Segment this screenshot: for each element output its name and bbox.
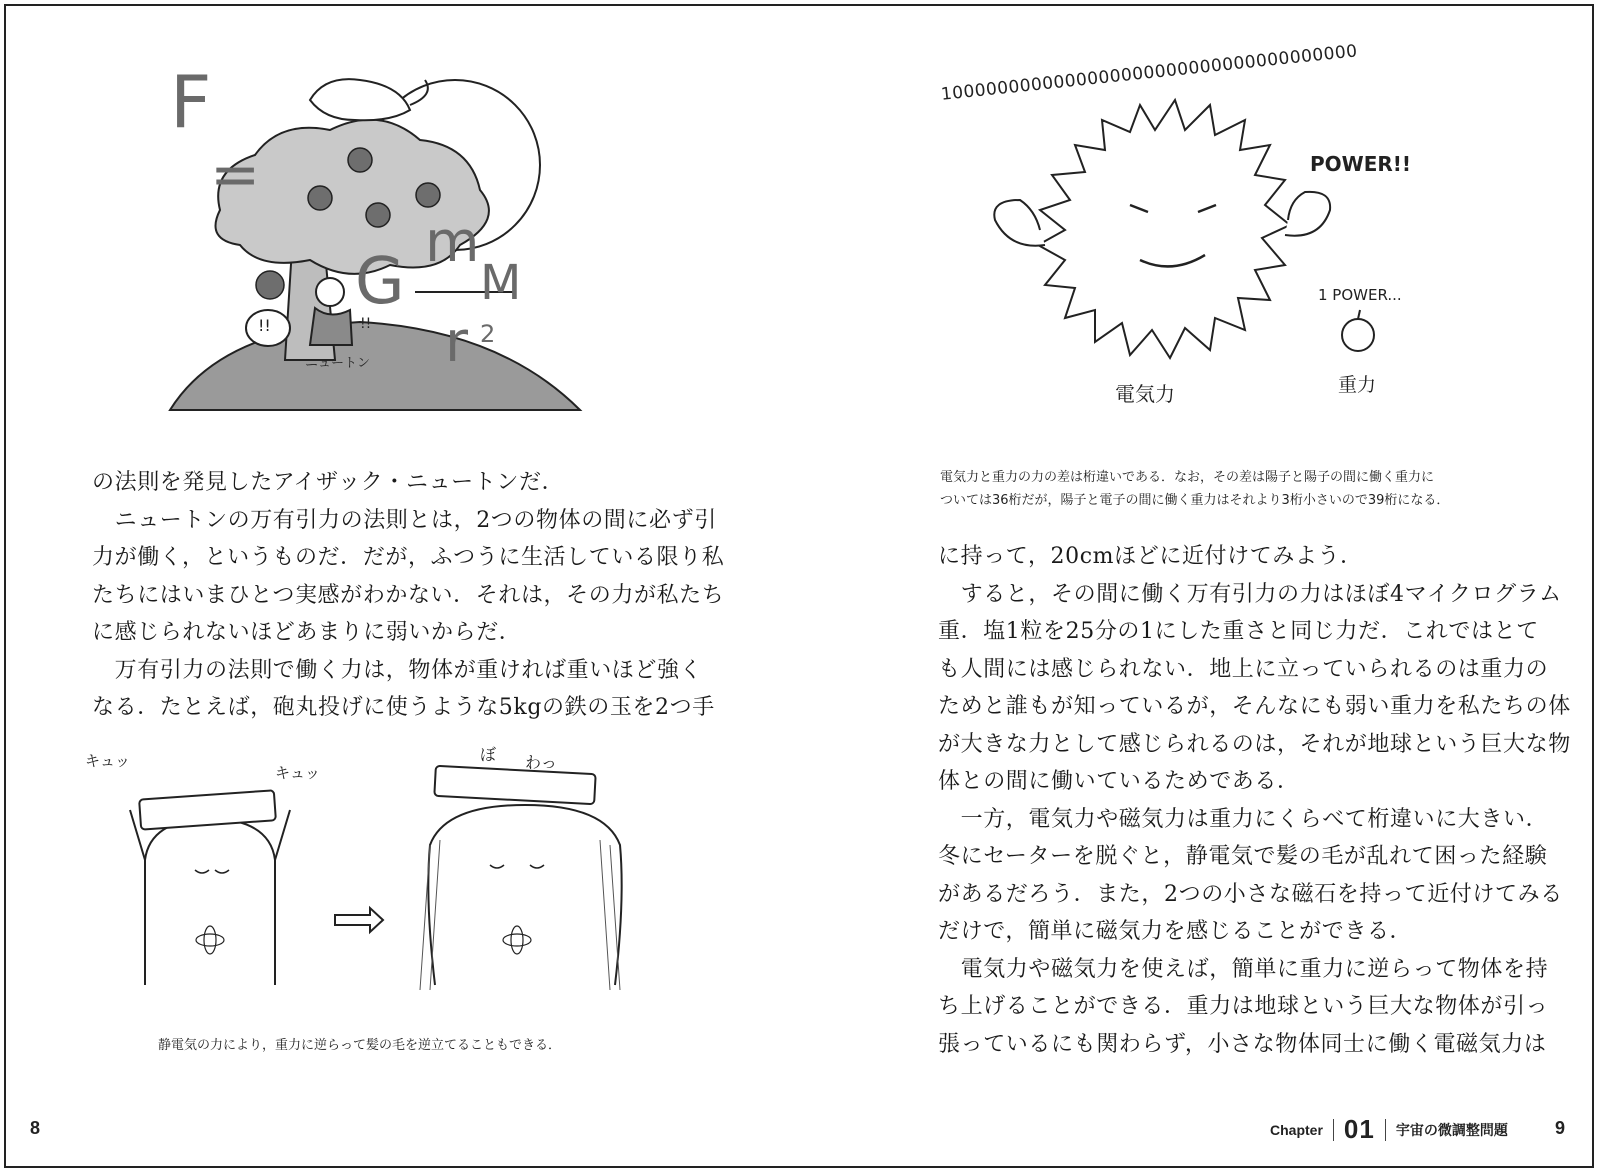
formula-squared: 2: [480, 320, 496, 348]
static-hair-illustration: [85, 745, 645, 1000]
page-number-left: 8: [30, 1118, 41, 1138]
body-line: ち上げることができる．重力は地球という巨大な物体が引っ: [938, 994, 1549, 1019]
body-line: ニュートンの万有引力の法則とは，2つの物体の間に必ず引: [92, 507, 717, 533]
sun-drawing: [940, 60, 1460, 420]
body-line: 力が働く，というものだ．だが，ふつうに生活している限り私: [92, 545, 725, 570]
body-line: ためと誰もが知っているが，そんなにも弱い重力を私たちの体: [938, 694, 1571, 719]
page-number-right: 9: [1555, 1118, 1566, 1138]
body-line: が大きな力として感じられるのは，それが地球という巨大な物: [938, 731, 1571, 757]
apple-2: [308, 186, 332, 210]
formula-M: M: [480, 255, 522, 311]
gravity-label: 重力: [1338, 374, 1377, 396]
body-line: 張っているにも関わらず，小さな物体同士に働く電磁気力は: [938, 1031, 1547, 1057]
apple-4: [366, 203, 390, 227]
chapter-number: 01: [1343, 1114, 1375, 1144]
body-line: の法則を発見したアイザック・ニュートンだ．: [92, 470, 565, 495]
sfx-right-2: わっ: [525, 753, 557, 772]
caption-line: 電気力と重力の力の差は桁違いである．なお，その差は陽子と陽子の間に働く重力に: [940, 470, 1435, 485]
left-cloth: [139, 790, 276, 829]
right-page: [800, 0, 1600, 1174]
left-body-text: [92, 464, 724, 727]
left-caption: 静電気の力により，重力に逆らって髪の毛を逆立てることもできる．: [158, 1038, 562, 1053]
chapter-label: Chapter: [1270, 1121, 1323, 1138]
body-line: に持って，20cmほどに近付けてみよう．: [938, 544, 1363, 569]
static-hair-drawing: [85, 750, 645, 1000]
right-bicep: [1285, 192, 1330, 236]
right-body-text: [938, 538, 1571, 1063]
body-line: に感じられないほどあまりに弱いからだ．: [92, 620, 522, 645]
body-line: なる．たとえば，砲丸投げに使うような5kgの鉄の玉を2つ手: [92, 695, 715, 720]
body-line: たちにはいまひとつ実感がわかない．それは，その力が私たち: [92, 582, 725, 608]
left-cat-body: [145, 818, 275, 985]
running-head-divider: [1385, 1119, 1386, 1141]
sfx-right-1: ぼ: [480, 745, 497, 764]
running-head: [1270, 1114, 1508, 1145]
body-line: 万有引力の法則で働く力は，物体が重ければ重いほど強く: [92, 657, 703, 683]
body-line: すると，その間に働く万有引力の力はほぼ4マイクログラム: [938, 581, 1562, 607]
hill-shape: [170, 322, 580, 410]
body-line: 重．塩1粒を25分の1にした重さと同じ力だ．これではとて: [938, 619, 1539, 644]
body-line: 冬にセーターを脱ぐと，静電気で髪の毛が乱れて困った経験: [938, 844, 1548, 869]
falling-apple: [256, 271, 284, 299]
apple-1: [348, 148, 372, 172]
arrow-right: [335, 908, 383, 932]
sun-outline: [1038, 100, 1290, 358]
cat-on-tree: [310, 79, 410, 120]
formula-m: m: [425, 210, 480, 275]
newton-drawing: [160, 60, 600, 420]
chapter-title: 宇宙の微調整問題: [1395, 1121, 1508, 1138]
big-number-text: 1000000000000000000000000000000000000: [940, 41, 1359, 105]
sun-illustration: [940, 41, 1460, 420]
newton-label: ニュートン: [305, 356, 371, 371]
em-force-label: 電気力: [1115, 382, 1175, 406]
right-cat-body: [428, 805, 621, 985]
sfx-left-2: キュッ: [275, 764, 321, 782]
right-caption: [940, 466, 1449, 512]
newton-illustration: [160, 60, 600, 420]
newton-body: [310, 308, 352, 345]
figure-exclaim: !!: [360, 316, 372, 332]
power-big-text: POWER!!: [1310, 152, 1412, 176]
body-line: があるだろう．また，2つの小さな磁石を持って近付けてみる: [938, 881, 1563, 907]
body-line: 一方，電気力や磁気力は重力にくらべて桁違いに大きい．: [938, 806, 1549, 832]
left-bicep: [994, 200, 1045, 246]
body-line: も人間には感じられない．地上に立っていられるのは重力の: [938, 656, 1549, 682]
sfx-left-1: キュッ: [85, 752, 131, 770]
formula-f: F: [170, 60, 212, 144]
newton-head: [316, 278, 344, 306]
body-line: だけで，簡単に磁気力を感じることができる．: [938, 919, 1413, 944]
right-cloth: [434, 766, 595, 804]
body-line: 電気力や磁気力を使えば，簡単に重力に逆らって物体を持: [938, 956, 1549, 982]
caption-line: ついては36桁だが，陽子と電子の間に働く重力はそれより3桁小さいので39桁になる．: [940, 493, 1450, 508]
formula-g: G: [355, 245, 405, 319]
formula-equals: =: [210, 140, 261, 210]
power-small-text: 1 POWER...: [1318, 286, 1402, 304]
running-head-divider: [1333, 1119, 1334, 1141]
speech-bubble-text: !!: [258, 316, 271, 335]
formula-r: r: [445, 310, 469, 375]
body-line: 体との間に働いているためである．: [938, 769, 1300, 794]
apple-3: [416, 183, 440, 207]
apple-small: [1342, 319, 1374, 351]
